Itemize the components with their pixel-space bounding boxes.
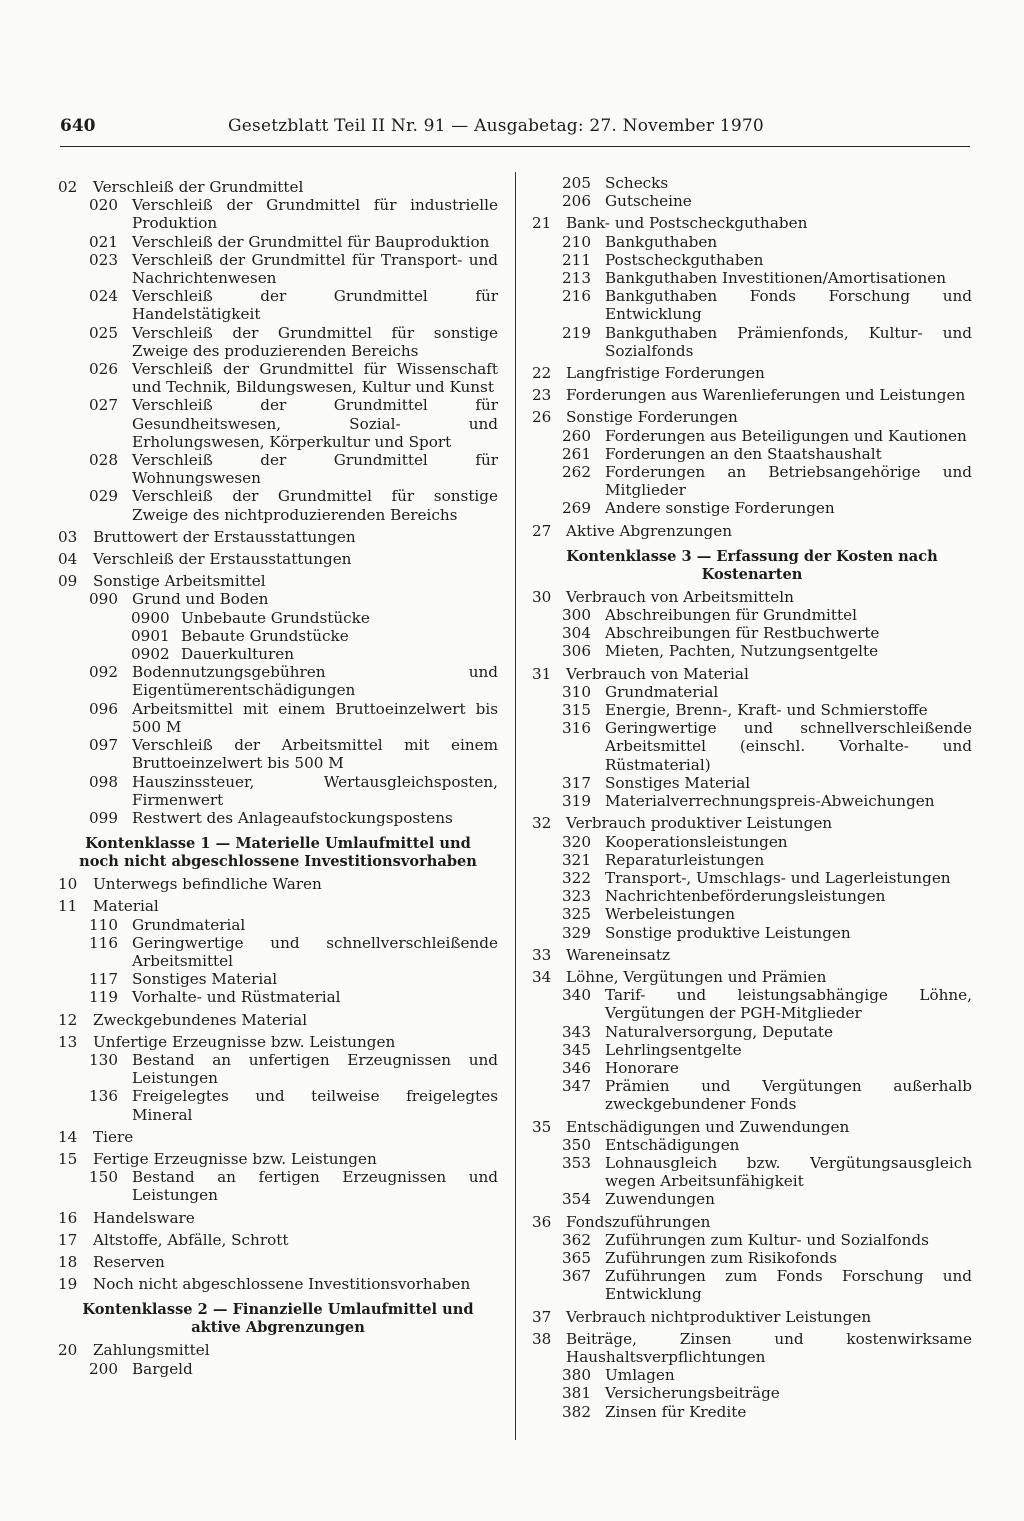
account-label: Unbebaute Grundstücke — [181, 608, 370, 627]
account-label: Naturalversorgung, Deputate — [605, 1022, 834, 1041]
account-label: Kooperationsleistungen — [605, 832, 788, 851]
account-code: 381 — [562, 1384, 591, 1403]
account-entry — [532, 887, 972, 905]
account-code: 04 — [58, 550, 78, 569]
account-entry — [532, 1154, 972, 1190]
account-entry — [58, 324, 498, 360]
account-label: Andere sonstige Forderungen — [605, 499, 835, 518]
account-code: 380 — [562, 1366, 591, 1385]
account-entry — [58, 1209, 498, 1227]
account-code: 0900 — [131, 608, 170, 627]
account-code: 097 — [89, 736, 118, 755]
account-label: Materialverrechnungspreis-Abweichungen — [605, 792, 935, 811]
account-label: Reserven — [93, 1252, 165, 1271]
account-entry — [532, 1059, 972, 1077]
account-code: 027 — [89, 396, 118, 415]
account-entry — [532, 386, 972, 404]
account-entry — [58, 1168, 498, 1204]
account-entry — [532, 851, 972, 869]
account-entry — [58, 934, 498, 970]
account-entry — [58, 809, 498, 827]
account-label: Bebaute Grundstücke — [181, 626, 349, 645]
account-entry — [58, 700, 498, 736]
account-code: 216 — [562, 287, 591, 306]
account-entry — [58, 736, 498, 772]
account-label: Geringwertige und schnellverschleißende Arbeitsmittel (einschl. Vorhalte- und Rüstmaterial) — [605, 719, 972, 774]
account-code: 34 — [532, 967, 552, 986]
account-code: 12 — [58, 1010, 78, 1029]
account-entry — [58, 233, 498, 251]
account-label: Bodennutzungsgebühren und Eigentümerentschädigungen — [132, 663, 498, 700]
account-code: 33 — [532, 945, 552, 964]
account-code: 096 — [89, 699, 118, 718]
account-code: 322 — [562, 868, 591, 887]
account-code: 319 — [562, 792, 591, 811]
account-entry — [58, 627, 498, 645]
account-code: 211 — [562, 250, 591, 269]
account-entry — [532, 1249, 972, 1267]
section-heading: Kontenklasse 3 — Erfassung der Kosten nach Kostenarten — [566, 547, 938, 583]
account-label: Versicherungsbeiträge — [605, 1384, 780, 1403]
account-entry — [532, 968, 972, 986]
account-label: Forderungen an den Staatshaushalt — [605, 444, 882, 463]
account-code: 347 — [562, 1077, 591, 1096]
account-label: Lehrlingsentgelte — [605, 1040, 742, 1059]
account-label: Mieten, Pachten, Nutzungsentgelte — [605, 642, 879, 661]
section-heading: Kontenklasse 1 — Materielle Umlaufmittel und noch nicht abgeschlossene Investitionsvorhaben — [79, 835, 477, 871]
account-label: Tiere — [93, 1127, 134, 1146]
account-entry — [58, 773, 498, 809]
account-code: 345 — [562, 1040, 591, 1059]
account-code: 321 — [562, 850, 591, 869]
account-label: Zuwendungen — [605, 1190, 715, 1209]
left-column — [58, 174, 498, 1378]
account-code: 354 — [562, 1190, 591, 1209]
right-column — [532, 174, 972, 1421]
account-code: 0901 — [131, 626, 170, 645]
account-code: 110 — [89, 915, 118, 934]
account-entry — [58, 1033, 498, 1051]
account-entry — [532, 1190, 972, 1208]
account-entry — [58, 663, 498, 699]
account-label: Verschleiß der Grundmittel für sonstige Zweige des produzierenden Bereichs — [132, 323, 498, 360]
account-label: Zweckgebundenes Material — [93, 1010, 308, 1029]
account-code: 36 — [532, 1212, 552, 1231]
account-label: Dauerkulturen — [181, 645, 295, 664]
account-code: 260 — [562, 426, 591, 445]
account-code: 317 — [562, 773, 591, 792]
account-code: 382 — [562, 1402, 591, 1421]
account-code: 092 — [89, 663, 118, 682]
account-label: Bankguthaben Prämienfonds, Kultur- und Sozialfonds — [605, 323, 972, 360]
account-label: Bestand an unfertigen Erzeugnissen und Leistungen — [132, 1050, 498, 1088]
account-code: 213 — [562, 269, 591, 288]
account-label: Fondszuführungen — [566, 1212, 711, 1231]
account-label: Abschreibungen für Grundmittel — [605, 606, 857, 625]
account-entry — [58, 1051, 498, 1087]
account-code: 304 — [562, 624, 591, 643]
account-label: Sonstige Forderungen — [566, 408, 738, 427]
account-code: 35 — [532, 1117, 552, 1136]
account-label: Gutscheine — [605, 192, 692, 211]
account-code: 14 — [58, 1127, 78, 1146]
account-entry — [532, 1023, 972, 1041]
account-code: 315 — [562, 701, 591, 720]
account-entry — [532, 624, 972, 642]
account-entry — [532, 665, 972, 683]
account-code: 350 — [562, 1135, 591, 1154]
account-code: 13 — [58, 1032, 78, 1051]
account-label: Wareneinsatz — [566, 945, 670, 964]
account-label: Material — [93, 897, 159, 916]
account-code: 021 — [89, 232, 118, 251]
account-code: 130 — [89, 1050, 118, 1069]
account-entry — [58, 178, 498, 196]
account-label: Honorare — [605, 1058, 679, 1077]
account-entry — [532, 1308, 972, 1326]
account-entry — [532, 1366, 972, 1384]
account-code: 10 — [58, 875, 78, 894]
account-code: 024 — [89, 287, 118, 306]
account-code: 219 — [562, 323, 591, 342]
account-entry — [58, 251, 498, 287]
account-entry — [58, 875, 498, 893]
account-label: Altstoffe, Abfälle, Schrott — [93, 1230, 289, 1249]
account-entry — [532, 233, 972, 251]
account-entry — [58, 1128, 498, 1146]
account-label: Unterwegs befindliche Waren — [93, 875, 322, 894]
account-code: 03 — [58, 527, 78, 546]
account-code: 37 — [532, 1307, 552, 1326]
account-entry — [532, 1267, 972, 1303]
account-code: 329 — [562, 923, 591, 942]
account-entry — [532, 214, 972, 232]
account-label: Transport-, Umschlags- und Lagerleistungen — [605, 868, 951, 887]
account-label: Bestand an fertigen Erzeugnissen und Leistungen — [132, 1168, 498, 1205]
account-label: Verbrauch nichtproduktiver Leistungen — [566, 1307, 872, 1326]
account-code: 116 — [89, 933, 118, 952]
account-code: 32 — [532, 814, 552, 833]
account-entry — [58, 988, 498, 1006]
account-entry — [58, 360, 498, 396]
account-entry — [532, 1384, 972, 1402]
account-label: Abschreibungen für Restbuchwerte — [605, 624, 880, 643]
account-entry — [58, 550, 498, 568]
account-entry — [58, 1341, 498, 1359]
account-entry — [532, 192, 972, 210]
account-entry — [532, 774, 972, 792]
account-entry — [58, 1150, 498, 1168]
account-entry — [532, 324, 972, 360]
account-entry — [532, 986, 972, 1022]
account-entry — [532, 1077, 972, 1113]
account-label: Entschädigungen — [605, 1135, 740, 1154]
account-entry — [58, 451, 498, 487]
account-code: 316 — [562, 719, 591, 738]
account-code: 38 — [532, 1329, 552, 1348]
account-label: Forderungen an Betriebsangehörige und Mitglieder — [605, 463, 972, 500]
account-entry — [532, 642, 972, 660]
account-label: Freigelegtes und teilweise freigelegtes Mineral — [132, 1087, 498, 1124]
account-entry — [58, 487, 498, 523]
account-entry — [532, 869, 972, 887]
account-label: Verschleiß der Grundmittel für sonstige Zweige des nichtproduzierenden Bereichs — [132, 487, 498, 524]
account-entry — [58, 1087, 498, 1123]
account-entry — [58, 645, 498, 663]
account-label: Verschleiß der Grundmittel für Transport- und Nachrichtenwesen — [132, 250, 498, 288]
account-code: 343 — [562, 1022, 591, 1041]
account-code: 026 — [89, 360, 118, 379]
page-title: Gesetzblatt Teil II Nr. 91 — Ausgabetag: 27. November 1970 — [228, 116, 764, 136]
account-code: 26 — [532, 408, 552, 427]
account-label: Verschleiß der Grundmittel — [93, 178, 304, 196]
account-label: Prämien und Vergütungen außerhalb zweckgebundener Fonds — [605, 1077, 972, 1114]
account-entry — [532, 946, 972, 964]
account-code: 18 — [58, 1252, 78, 1271]
account-code: 09 — [58, 572, 78, 591]
section-heading: Kontenklasse 2 — Finanzielle Umlaufmittel und aktive Abgrenzungen — [82, 1301, 474, 1337]
account-label: Umlagen — [605, 1366, 675, 1385]
account-label: Bargeld — [132, 1359, 193, 1378]
account-label: Grundmaterial — [132, 915, 246, 934]
account-code: 306 — [562, 642, 591, 661]
account-entry — [58, 1275, 498, 1293]
account-entry — [532, 1330, 972, 1366]
account-code: 325 — [562, 905, 591, 924]
account-code: 261 — [562, 444, 591, 463]
account-code: 20 — [58, 1341, 78, 1360]
account-label: Bankguthaben Investitionen/Amortisationen — [605, 269, 947, 288]
account-label: Verbrauch von Material — [566, 664, 749, 683]
account-label: Zahlungsmittel — [93, 1341, 210, 1360]
account-label: Verbrauch von Arbeitsmitteln — [566, 587, 794, 606]
account-label: Reparaturleistungen — [605, 850, 765, 869]
account-label: Sonstiges Material — [132, 970, 278, 989]
account-label: Bankguthaben — [605, 232, 718, 251]
account-entry — [532, 499, 972, 517]
account-entry — [532, 174, 972, 192]
account-entry — [532, 1118, 972, 1136]
account-label: Zuführungen zum Fonds Forschung und Entwicklung — [605, 1267, 972, 1304]
account-label: Werbeleistungen — [605, 905, 735, 924]
account-label: Sonstige produktive Leistungen — [605, 923, 851, 942]
account-entry — [532, 463, 972, 499]
account-code: 346 — [562, 1058, 591, 1077]
account-code: 205 — [562, 174, 591, 192]
account-entry — [532, 522, 972, 540]
account-code: 136 — [89, 1087, 118, 1106]
account-label: Grund und Boden — [132, 590, 269, 609]
account-label: Fertige Erzeugnisse bzw. Leistungen — [93, 1149, 377, 1168]
account-code: 323 — [562, 887, 591, 906]
account-label: Sonstiges Material — [605, 773, 751, 792]
account-entry — [532, 814, 972, 832]
account-label: Entschädigungen und Zuwendungen — [566, 1117, 850, 1136]
account-entry — [58, 916, 498, 934]
account-entry — [58, 1011, 498, 1029]
account-entry — [58, 1253, 498, 1271]
account-label: Zuführungen zum Risikofonds — [605, 1248, 838, 1267]
account-code: 310 — [562, 682, 591, 701]
account-entry — [58, 1231, 498, 1249]
account-label: Verschleiß der Grundmittel für Bauproduktion — [132, 232, 490, 251]
account-label: Zuführungen zum Kultur- und Sozialfonds — [605, 1230, 929, 1249]
account-code: 269 — [562, 499, 591, 518]
account-entry — [58, 590, 498, 608]
account-code: 367 — [562, 1267, 591, 1286]
account-entry — [532, 269, 972, 287]
account-code: 262 — [562, 463, 591, 482]
account-label: Verschleiß der Grundmittel für Wissenschaft und Technik, Bildungswesen, Kultur und Kunst — [132, 360, 498, 397]
page-header — [60, 116, 970, 147]
account-entry — [532, 588, 972, 606]
account-entry — [58, 897, 498, 915]
account-entry — [58, 528, 498, 546]
account-code: 090 — [89, 590, 118, 609]
account-entry — [532, 683, 972, 701]
account-label: Beiträge, Zinsen und kostenwirksame Haushaltsverpflichtungen — [566, 1329, 972, 1366]
account-code: 025 — [89, 323, 118, 342]
account-entry — [58, 396, 498, 451]
account-code: 119 — [89, 988, 118, 1007]
account-label: Unfertige Erzeugnisse bzw. Leistungen — [93, 1032, 396, 1051]
account-entry — [532, 445, 972, 463]
column-divider — [515, 172, 516, 1440]
account-entry — [532, 606, 972, 624]
account-entry — [532, 719, 972, 774]
account-code: 21 — [532, 214, 552, 233]
account-entry — [532, 905, 972, 923]
account-label: Handelsware — [93, 1208, 195, 1227]
account-entry — [532, 287, 972, 323]
account-label: Nachrichtenbeförderungsleistungen — [605, 887, 886, 906]
account-entry — [532, 251, 972, 269]
account-entry — [58, 970, 498, 988]
account-label: Sonstige Arbeitsmittel — [93, 572, 266, 591]
account-entry — [58, 609, 498, 627]
account-label: Energie, Brenn-, Kraft- und Schmierstoffe — [605, 701, 928, 720]
account-code: 206 — [562, 192, 591, 211]
account-code: 17 — [58, 1230, 78, 1249]
account-label: Schecks — [605, 174, 669, 192]
account-code: 300 — [562, 606, 591, 625]
account-code: 16 — [58, 1208, 78, 1227]
account-code: 117 — [89, 970, 118, 989]
account-label: Hauszinssteuer, Wertausgleichsposten, Firmenwert — [132, 772, 498, 809]
account-code: 098 — [89, 772, 118, 791]
account-entry — [58, 196, 498, 232]
account-code: 11 — [58, 897, 78, 916]
account-label: Lohnausgleich bzw. Vergütungsausgleich wegen Arbeitsunfähigkeit — [605, 1153, 972, 1191]
account-entry — [532, 701, 972, 719]
account-entry — [58, 287, 498, 323]
account-code: 23 — [532, 386, 552, 405]
account-label: Postscheckguthaben — [605, 250, 764, 269]
account-label: Bruttowert der Erstausstattungen — [93, 527, 356, 546]
account-entry — [532, 833, 972, 851]
account-code: 362 — [562, 1230, 591, 1249]
account-code: 0902 — [131, 645, 170, 664]
account-entry — [532, 1213, 972, 1231]
account-entry — [532, 408, 972, 426]
account-code: 029 — [89, 487, 118, 506]
account-label: Verschleiß der Erstausstattungen — [93, 550, 352, 569]
account-label: Verschleiß der Grundmittel für Wohnungswesen — [132, 451, 498, 488]
account-code: 150 — [89, 1168, 118, 1187]
account-code: 200 — [89, 1359, 118, 1378]
account-entry — [58, 572, 498, 590]
account-entry — [532, 1136, 972, 1154]
account-label: Grundmaterial — [605, 682, 719, 701]
account-code: 020 — [89, 196, 118, 215]
account-code: 099 — [89, 808, 118, 827]
account-code: 028 — [89, 451, 118, 470]
account-label: Verschleiß der Grundmittel für Gesundheitswesen, Sozial- und Erholungswesen, Körperkultur und Sport — [132, 396, 498, 451]
account-code: 31 — [532, 664, 552, 683]
account-label: Verschleiß der Grundmittel für Handelstätigkeit — [132, 287, 498, 324]
account-entry — [532, 364, 972, 382]
account-label: Verbrauch produktiver Leistungen — [566, 814, 833, 833]
account-label: Aktive Abgrenzungen — [566, 521, 733, 540]
account-label: Tarif- und leistungsabhängige Löhne, Vergütungen der PGH-Mitglieder — [605, 986, 972, 1023]
account-label: Arbeitsmittel mit einem Bruttoeinzelwert bis 500 M — [132, 699, 498, 736]
account-code: 30 — [532, 587, 552, 606]
account-entry — [532, 427, 972, 445]
account-label: Bank- und Postscheckguthaben — [566, 214, 808, 233]
account-label: Geringwertige und schnellverschleißende Arbeitsmittel — [132, 933, 498, 970]
account-code: 27 — [532, 521, 552, 540]
account-code: 22 — [532, 364, 552, 383]
account-code: 320 — [562, 832, 591, 851]
account-label: Zinsen für Kredite — [605, 1402, 747, 1421]
page-number: 640 — [60, 116, 96, 136]
account-label: Vorhalte- und Rüstmaterial — [132, 988, 341, 1007]
account-entry — [58, 1360, 498, 1378]
account-code: 340 — [562, 986, 591, 1005]
account-entry — [532, 792, 972, 810]
account-code: 19 — [58, 1275, 78, 1294]
account-code: 02 — [58, 178, 78, 196]
account-label: Verschleiß der Arbeitsmittel mit einem Bruttoeinzelwert bis 500 M — [132, 736, 498, 773]
account-label: Restwert des Anlageaufstockungspostens — [132, 808, 453, 827]
account-code: 365 — [562, 1248, 591, 1267]
account-code: 15 — [58, 1149, 78, 1168]
account-label: Forderungen aus Warenlieferungen und Leistungen — [566, 386, 966, 405]
account-entry — [532, 1231, 972, 1249]
account-entry — [532, 924, 972, 942]
account-label: Langfristige Forderungen — [566, 364, 765, 383]
account-label: Forderungen aus Beteiligungen und Kautionen — [605, 426, 967, 445]
account-entry — [532, 1041, 972, 1059]
account-label: Noch nicht abgeschlossene Investitionsvorhaben — [93, 1275, 471, 1294]
account-code: 023 — [89, 250, 118, 269]
account-label: Löhne, Vergütungen und Prämien — [566, 967, 827, 986]
account-code: 353 — [562, 1153, 591, 1172]
account-entry — [532, 1403, 972, 1421]
account-label: Verschleiß der Grundmittel für industrielle Produktion — [132, 196, 498, 233]
account-label: Bankguthaben Fonds Forschung und Entwicklung — [605, 287, 972, 324]
account-code: 210 — [562, 232, 591, 251]
